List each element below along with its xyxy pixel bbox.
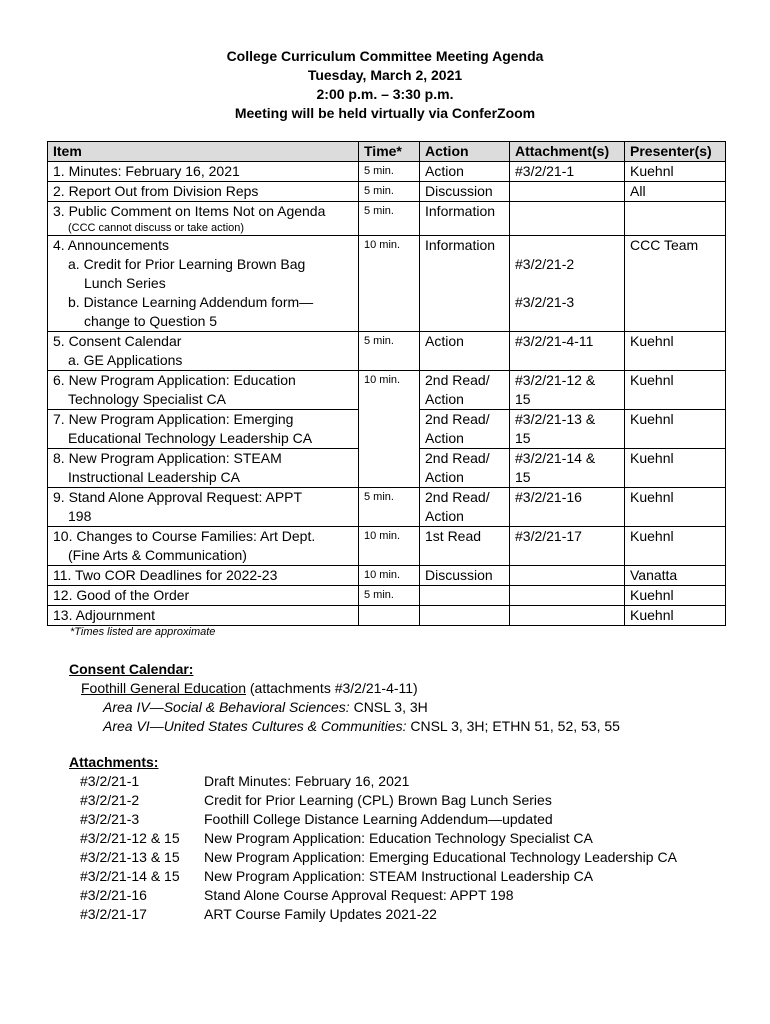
agenda-title: College Curriculum Committee Meeting Agenda (226, 48, 544, 64)
action-cell (420, 449, 510, 488)
action-cell (420, 371, 510, 410)
item-cell (48, 371, 359, 410)
meeting-date: Tuesday, March 2, 2021 (307, 67, 463, 83)
attachment-list-item (69, 791, 704, 810)
table-row (48, 566, 726, 586)
time-cell: 10 min. (359, 236, 420, 332)
action-cell: 1st Read (420, 527, 510, 566)
consent-calendar-section (69, 660, 620, 736)
time-cell: 5 min. (359, 332, 420, 371)
presenter-cell: Kuehnl (625, 527, 726, 566)
item-text-cont: 198 (68, 508, 92, 524)
attachment-list-item (69, 886, 704, 905)
attachment-cell (510, 182, 625, 202)
presenter-cell: Vanatta (625, 566, 726, 586)
item-text: 3. Public Comment on Items Not on Agenda (53, 203, 326, 219)
item-cell: 12. Good of the Order (48, 586, 359, 606)
attachment-description: Credit for Prior Learning (CPL) Brown Bag Lunch Series (204, 792, 552, 808)
item-text-cont: Technology Specialist CA (68, 391, 226, 407)
item-cell: 2. Report Out from Division Reps (48, 182, 359, 202)
item-cell: 11. Two COR Deadlines for 2022-23 (48, 566, 359, 586)
item-text-cont: Educational Technology Leadership CA (68, 430, 313, 446)
item-cell (48, 202, 359, 236)
item-cell (48, 488, 359, 527)
col-header-action: Action (420, 142, 510, 162)
action-cell: Discussion (420, 566, 510, 586)
action-cell (420, 586, 510, 606)
item-cell: 1. Minutes: February 16, 2021 (48, 162, 359, 182)
sub-item: a. Credit for Prior Learning Brown Bag (68, 256, 306, 272)
attachment-cell: #3/2/21-1 (510, 162, 625, 182)
presenter-cell: Kuehnl (625, 332, 726, 371)
action-text-cont: Action (425, 430, 464, 446)
attachment-ref-cont: 15 (515, 391, 531, 407)
item-cell (48, 527, 359, 566)
table-header-row (48, 142, 726, 162)
attachment-cell: #3/2/21-16 (510, 488, 625, 527)
item-text: 6. New Program Application: Education (53, 372, 296, 388)
table-row (48, 202, 726, 236)
agenda-header (0, 47, 770, 123)
presenter-cell (625, 202, 726, 236)
attachment-list-item (69, 867, 704, 886)
attachment-cell (510, 449, 625, 488)
time-cell: 5 min. (359, 488, 420, 527)
sub-item-cont: change to Question 5 (84, 313, 218, 329)
action-cell (420, 488, 510, 527)
item-cell (48, 449, 359, 488)
sub-item-cont: Lunch Series (84, 275, 166, 291)
time-cell: 5 min. (359, 586, 420, 606)
time-cell (359, 606, 420, 626)
attachment-cell (510, 202, 625, 236)
consent-program: Foothill General Education (81, 680, 246, 696)
attachment-code: #3/2/21-14 & 15 (80, 868, 180, 884)
attachment-ref: #3/2/21-2 (515, 256, 575, 272)
consent-area6-line (69, 717, 620, 736)
consent-program-line (69, 679, 620, 698)
item-text: 4. Announcements (53, 237, 169, 253)
presenter-cell: Kuehnl (625, 449, 726, 488)
action-text-cont: Action (425, 469, 464, 485)
attachment-ref: #3/2/21-13 & (515, 411, 596, 427)
attachment-list-item (69, 772, 704, 791)
item-text: 7. New Program Application: Emerging (53, 411, 294, 427)
presenter-cell: Kuehnl (625, 410, 726, 449)
table-row (48, 236, 726, 332)
attachment-cell: #3/2/21-17 (510, 527, 625, 566)
action-cell: Action (420, 162, 510, 182)
presenter-cell: All (625, 182, 726, 202)
table-row (48, 332, 726, 371)
action-text-cont: Action (425, 391, 464, 407)
attachment-ref: #3/2/21-3 (515, 294, 575, 310)
action-text: 2nd Read/ (425, 411, 490, 427)
table-row (48, 371, 726, 410)
time-cell: 5 min. (359, 202, 420, 236)
action-text: 2nd Read/ (425, 450, 490, 466)
col-header-attachments: Attachment(s) (510, 142, 625, 162)
agenda-table (47, 141, 726, 626)
attachment-list-item (69, 848, 704, 867)
attachment-list-item (69, 829, 704, 848)
presenter-cell: Kuehnl (625, 371, 726, 410)
action-cell: Discussion (420, 182, 510, 202)
item-note: (CCC cannot discuss or take action) (68, 222, 245, 234)
item-text: 9. Stand Alone Approval Request: APPT (53, 489, 303, 505)
item-text: 8. New Program Application: STEAM (53, 450, 282, 466)
table-row (48, 488, 726, 527)
item-text-cont: (Fine Arts & Communication) (68, 547, 247, 563)
attachment-description: Draft Minutes: February 16, 2021 (204, 773, 410, 789)
meeting-location: Meeting will be held virtually via ConferZoom (234, 105, 536, 121)
attachment-ref: #3/2/21-14 & (515, 450, 596, 466)
item-text-cont: Instructional Leadership CA (68, 469, 240, 485)
action-cell: Action (420, 332, 510, 371)
attachment-cell (510, 566, 625, 586)
attachment-cell (510, 586, 625, 606)
attachment-cell (510, 236, 625, 332)
attachment-description: ART Course Family Updates 2021-22 (204, 906, 437, 922)
attachment-cell (510, 606, 625, 626)
attachment-list-item (69, 905, 704, 924)
area6-label: Area VI—United States Cultures & Communities: (103, 718, 407, 734)
attachment-cell (510, 410, 625, 449)
presenter-cell: Kuehnl (625, 488, 726, 527)
consent-area4-line (69, 698, 620, 717)
area4-label: Area IV—Social & Behavioral Sciences: (103, 699, 350, 715)
action-cell (420, 606, 510, 626)
table-row (48, 162, 726, 182)
time-cell: 5 min. (359, 162, 420, 182)
attachment-code: #3/2/21-16 (80, 887, 147, 903)
action-cell (420, 410, 510, 449)
attachment-code: #3/2/21-2 (80, 792, 140, 808)
attachment-list-item (69, 810, 704, 829)
attachment-ref: #3/2/21-12 & (515, 372, 596, 388)
presenter-cell: CCC Team (625, 236, 726, 332)
attachments-section (69, 753, 704, 924)
area4-value: CNSL 3, 3H (349, 699, 428, 715)
attachment-cell: #3/2/21-4-11 (510, 332, 625, 371)
presenter-cell: Kuehnl (625, 586, 726, 606)
col-header-time: Time* (359, 142, 420, 162)
consent-program-suffix: (attachments #3/2/21-4-11) (246, 680, 418, 696)
item-text: 10. Changes to Course Families: Art Dept. (53, 528, 316, 544)
action-text-cont: Action (425, 508, 464, 524)
table-row (48, 606, 726, 626)
presenter-cell: Kuehnl (625, 606, 726, 626)
attachment-cell (510, 371, 625, 410)
attachment-ref-cont: 15 (515, 469, 531, 485)
attachments-title: Attachments: (69, 754, 159, 770)
attachment-code: #3/2/21-17 (80, 906, 147, 922)
action-cell: Information (420, 202, 510, 236)
table-row (48, 182, 726, 202)
attachment-description: Foothill College Distance Learning Addendum—updated (204, 811, 553, 827)
time-cell: 10 min. (359, 371, 420, 488)
meeting-time: 2:00 p.m. – 3:30 p.m. (316, 86, 454, 102)
attachment-description: New Program Application: STEAM Instructional Leadership CA (204, 868, 594, 884)
attachment-description: New Program Application: Education Technology Specialist CA (204, 830, 593, 846)
item-cell (48, 332, 359, 371)
table-row (48, 586, 726, 606)
action-cell: Information (420, 236, 510, 332)
attachment-code: #3/2/21-13 & 15 (80, 849, 180, 865)
item-cell (48, 236, 359, 332)
attachment-code: #3/2/21-3 (80, 811, 140, 827)
area6-value: CNSL 3, 3H; ETHN 51, 52, 53, 55 (406, 718, 620, 734)
attachment-code: #3/2/21-1 (80, 773, 140, 789)
consent-calendar-title: Consent Calendar: (69, 661, 194, 677)
table-row (48, 527, 726, 566)
attachment-ref-cont: 15 (515, 430, 531, 446)
item-cell (48, 410, 359, 449)
sub-item: b. Distance Learning Addendum form— (68, 294, 314, 310)
time-cell: 10 min. (359, 566, 420, 586)
presenter-cell: Kuehnl (625, 162, 726, 182)
col-header-presenters: Presenter(s) (625, 142, 726, 162)
time-cell: 5 min. (359, 182, 420, 202)
sub-item: a. GE Applications (68, 352, 183, 368)
time-cell: 10 min. (359, 527, 420, 566)
times-footnote: *Times listed are approximate (70, 626, 216, 638)
attachment-description: New Program Application: Emerging Educational Technology Leadership CA (204, 849, 677, 865)
attachment-code: #3/2/21-12 & 15 (80, 830, 180, 846)
attachment-description: Stand Alone Course Approval Request: APPT 198 (204, 887, 514, 903)
item-text: 5. Consent Calendar (53, 333, 182, 349)
item-cell: 13. Adjournment (48, 606, 359, 626)
col-header-item: Item (48, 142, 359, 162)
action-text: 2nd Read/ (425, 489, 490, 505)
action-text: 2nd Read/ (425, 372, 490, 388)
